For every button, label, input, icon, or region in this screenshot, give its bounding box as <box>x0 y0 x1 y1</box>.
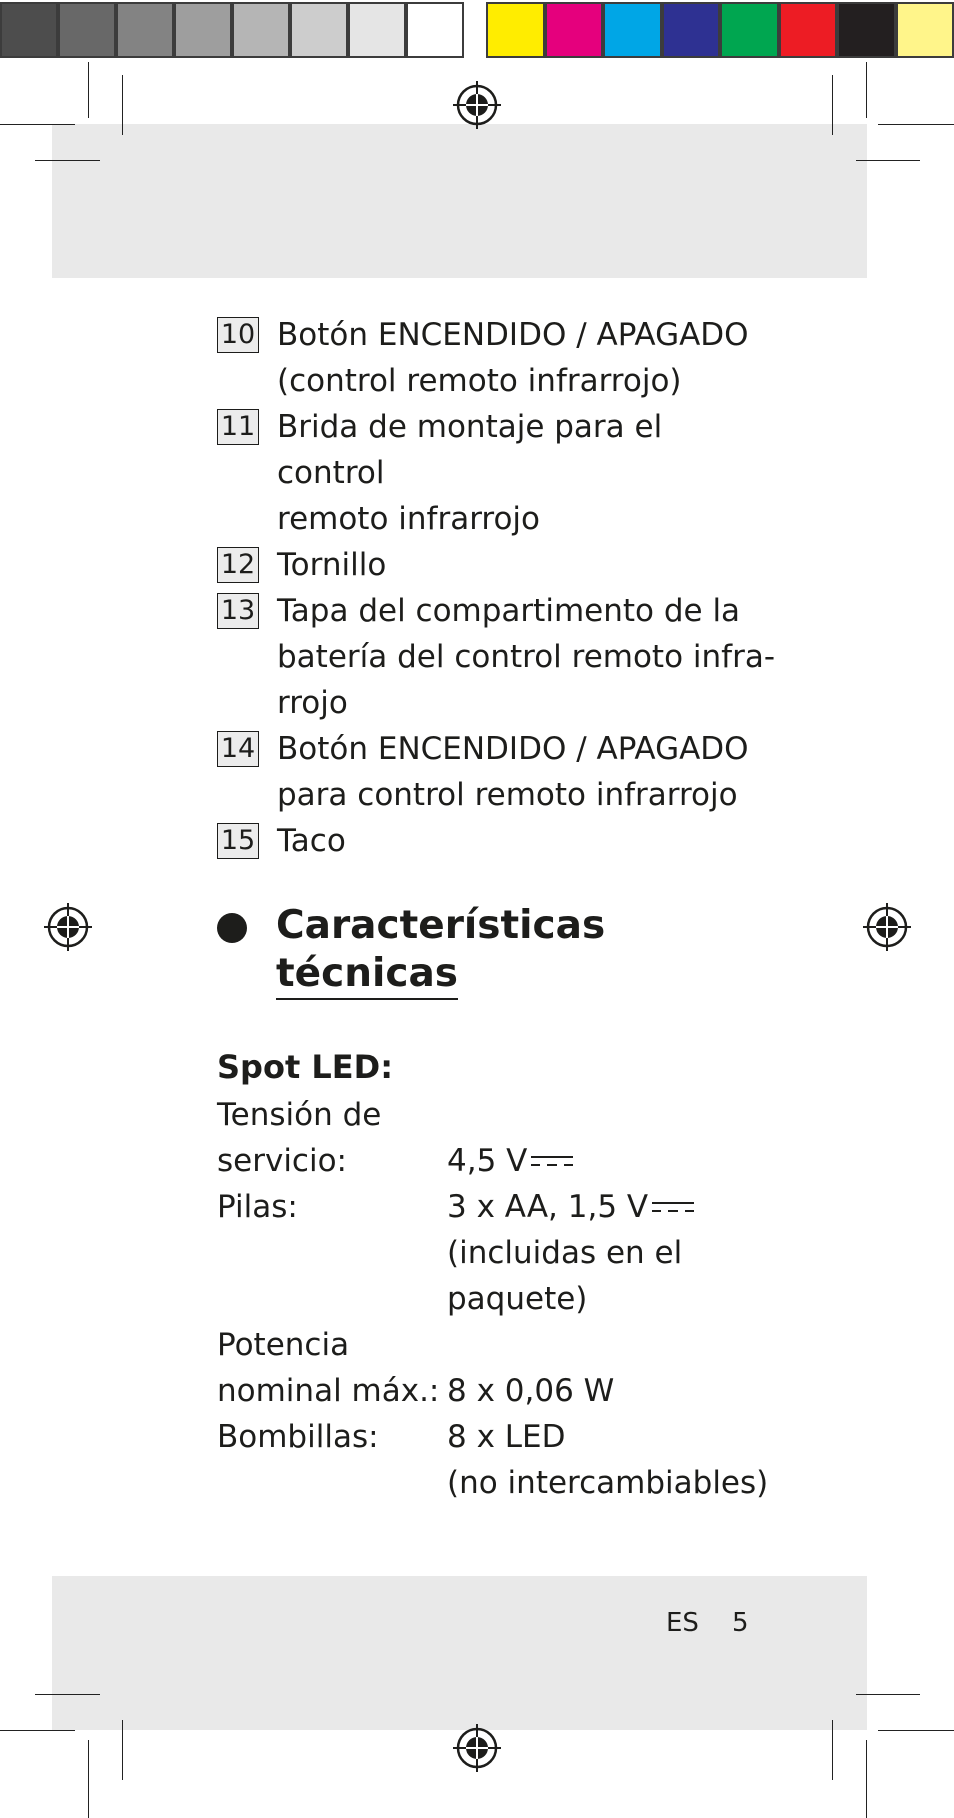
part-description-line: Brida de montaje para el control <box>277 409 663 491</box>
spec-label <box>217 1322 447 1414</box>
color-swatch <box>603 2 662 58</box>
spec-value <box>447 1092 777 1184</box>
spec-row <box>217 1092 777 1184</box>
spec-value <box>447 1322 777 1414</box>
list-item <box>217 818 777 864</box>
bullet-icon <box>217 913 247 943</box>
spec-value-line <box>447 1092 777 1138</box>
spec-value-line <box>447 1184 777 1230</box>
spec-value-line <box>447 1230 777 1276</box>
gray-swatch <box>174 2 232 58</box>
part-description-line: batería del control remoto infra- <box>277 639 776 675</box>
part-description-line: Botón ENCENDIDO / APAGADO <box>277 317 749 353</box>
color-swatch <box>545 2 604 58</box>
spec-value <box>447 1184 777 1322</box>
spec-table <box>217 1092 777 1506</box>
spec-value <box>447 1414 777 1506</box>
gray-swatch <box>58 2 116 58</box>
registration-mark-icon <box>452 1723 502 1773</box>
part-number-label: 15 <box>217 823 259 859</box>
spec-value-text: 8 x LED <box>447 1419 566 1455</box>
color-swatch <box>720 2 779 58</box>
gray-swatch <box>290 2 348 58</box>
spec-row <box>217 1322 777 1414</box>
spec-label-line: Potencia <box>217 1327 350 1363</box>
part-description-line: Taco <box>277 823 346 859</box>
spec-label <box>217 1184 447 1322</box>
part-description-line: para control remoto infrarrojo <box>277 777 738 813</box>
color-swatch <box>837 2 896 58</box>
spec-label <box>217 1414 447 1506</box>
gray-swatch <box>116 2 174 58</box>
gray-swatch <box>406 2 464 58</box>
heading-line-2: técnicas <box>276 950 458 1000</box>
part-description-line: (control remoto infrarrojo) <box>277 363 682 399</box>
spec-label-line: Bombillas: <box>217 1419 379 1455</box>
footer-language: ES <box>666 1608 699 1638</box>
list-item <box>217 726 777 818</box>
color-calibration-bar <box>0 0 954 62</box>
footer-band <box>52 1576 867 1730</box>
spec-label-line: Tensión de <box>217 1097 382 1133</box>
spec-value-text: paquete) <box>447 1281 588 1317</box>
list-item <box>217 542 777 588</box>
parts-list <box>217 312 777 864</box>
color-swatch <box>779 2 838 58</box>
gray-swatch <box>232 2 290 58</box>
section-heading <box>276 902 605 1000</box>
spec-value-text: (no intercambiables) <box>447 1465 769 1501</box>
gray-swatch <box>0 2 58 58</box>
spec-label-line: nominal máx.: <box>217 1373 440 1409</box>
spec-value-line <box>447 1322 777 1368</box>
registration-mark-icon <box>862 902 912 952</box>
spec-title: Spot LED: <box>217 1048 393 1086</box>
spec-value-line <box>447 1460 777 1506</box>
color-swatch <box>486 2 545 58</box>
part-description-line: Tornillo <box>277 547 387 583</box>
part-description-line: Botón ENCENDIDO / APAGADO <box>277 731 749 767</box>
dc-symbol-icon <box>531 1154 573 1168</box>
part-description-line: rrojo <box>277 685 348 721</box>
part-description-line: Tapa del compartimento de la <box>277 593 741 629</box>
part-number-label: 13 <box>217 593 259 629</box>
spec-value-line <box>447 1414 777 1460</box>
header-band <box>52 124 867 278</box>
part-number-label: 14 <box>217 731 259 767</box>
spec-label-line: servicio: <box>217 1143 347 1179</box>
spec-value-text: 4,5 V <box>447 1143 528 1179</box>
color-swatch <box>896 2 954 58</box>
spec-label-line: Pilas: <box>217 1189 298 1225</box>
spec-value-text: (incluidas en el <box>447 1235 683 1271</box>
spec-row <box>217 1414 777 1506</box>
list-item <box>217 312 777 404</box>
color-swatch <box>662 2 721 58</box>
part-number-label: 12 <box>217 547 259 583</box>
spec-label <box>217 1092 447 1184</box>
list-item <box>217 588 777 726</box>
registration-mark-icon <box>452 80 502 130</box>
spec-value-text: 3 x AA, 1,5 V <box>447 1189 649 1225</box>
spec-value-line <box>447 1276 777 1322</box>
page-number: 5 <box>732 1608 749 1638</box>
spec-row <box>217 1184 777 1322</box>
spec-value-line <box>447 1368 777 1414</box>
part-number-label: 11 <box>217 409 259 445</box>
spec-value-text: 8 x 0,06 W <box>447 1373 615 1409</box>
heading-line-1: Características <box>276 903 606 948</box>
list-item <box>217 404 777 542</box>
dc-symbol-icon <box>652 1200 694 1214</box>
registration-mark-icon <box>43 902 93 952</box>
spec-value-line <box>447 1138 777 1184</box>
part-number-label: 10 <box>217 317 259 353</box>
part-description-line: remoto infrarrojo <box>277 501 541 537</box>
gray-swatch <box>348 2 406 58</box>
